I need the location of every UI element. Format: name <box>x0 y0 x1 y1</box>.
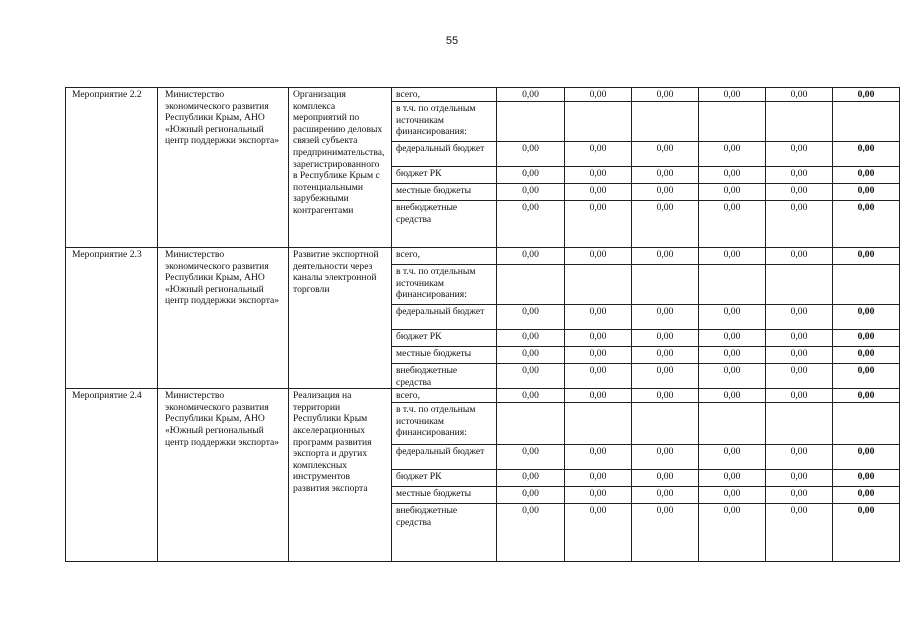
funding-amount <box>699 102 766 142</box>
funding-amount: 0,00 <box>833 330 900 347</box>
funding-amount: 0,00 <box>766 142 833 167</box>
funding-amount: 0,00 <box>565 88 632 102</box>
funding-amount: 0,00 <box>632 88 699 102</box>
funding-amount: 0,00 <box>699 184 766 201</box>
financing-table <box>65 87 900 562</box>
funding-amount: 0,00 <box>565 470 632 487</box>
funding-amount: 0,00 <box>766 389 833 403</box>
funding-amount: 0,00 <box>699 88 766 102</box>
funding-amount: 0,00 <box>565 347 632 364</box>
funding-amount: 0,00 <box>699 201 766 248</box>
funding-amount: 0,00 <box>766 445 833 470</box>
funding-source: всего, <box>392 88 497 102</box>
funding-amount: 0,00 <box>833 504 900 562</box>
funding-amount: 0,00 <box>833 201 900 248</box>
funding-amount: 0,00 <box>565 364 632 389</box>
funding-amount: 0,00 <box>766 504 833 562</box>
funding-amount: 0,00 <box>632 487 699 504</box>
funding-amount <box>632 265 699 305</box>
funding-amount: 0,00 <box>699 347 766 364</box>
table-row <box>66 389 900 403</box>
funding-amount: 0,00 <box>766 347 833 364</box>
funding-amount: 0,00 <box>833 184 900 201</box>
funding-amount: 0,00 <box>497 201 565 248</box>
funding-amount: 0,00 <box>632 167 699 184</box>
funding-amount <box>632 403 699 445</box>
funding-amount: 0,00 <box>497 504 565 562</box>
funding-amount: 0,00 <box>565 330 632 347</box>
funding-amount: 0,00 <box>766 330 833 347</box>
funding-amount: 0,00 <box>497 487 565 504</box>
funding-amount <box>632 102 699 142</box>
funding-amount: 0,00 <box>497 364 565 389</box>
funding-amount: 0,00 <box>699 389 766 403</box>
funding-amount: 0,00 <box>632 364 699 389</box>
funding-amount: 0,00 <box>699 142 766 167</box>
funding-amount: 0,00 <box>699 487 766 504</box>
measure-executor: Министерство экономического развития Республики Крым, АНО «Южный региональный центр поддержки экспорта» <box>158 88 289 248</box>
funding-amount: 0,00 <box>632 347 699 364</box>
funding-source: всего, <box>392 389 497 403</box>
funding-amount: 0,00 <box>632 201 699 248</box>
funding-source: бюджет РК <box>392 167 497 184</box>
funding-amount: 0,00 <box>497 330 565 347</box>
measure-content: Развитие экспортной деятельности через каналы электронной торговли <box>289 248 392 389</box>
funding-amount: 0,00 <box>632 142 699 167</box>
funding-amount: 0,00 <box>699 445 766 470</box>
funding-source: в т.ч. по отдельным источникам финансирования: <box>392 403 497 445</box>
measure-id: Мероприятие 2.3 <box>66 248 158 389</box>
funding-amount: 0,00 <box>497 305 565 330</box>
funding-amount: 0,00 <box>565 389 632 403</box>
funding-amount: 0,00 <box>766 184 833 201</box>
measure-id: Мероприятие 2.4 <box>66 389 158 562</box>
funding-amount: 0,00 <box>497 470 565 487</box>
funding-amount: 0,00 <box>497 88 565 102</box>
funding-source: внебюджетные средства <box>392 201 497 248</box>
funding-amount: 0,00 <box>565 305 632 330</box>
measure-executor: Министерство экономического развития Республики Крым, АНО «Южный региональный центр поддержки экспорта» <box>158 248 289 389</box>
funding-amount: 0,00 <box>699 305 766 330</box>
measure-content: Реализация на территории Республики Крым акселерационных программ развития экспорта и других комплексных инструментов развития экспорта <box>289 389 392 562</box>
funding-amount: 0,00 <box>833 305 900 330</box>
funding-amount <box>833 265 900 305</box>
funding-amount: 0,00 <box>565 248 632 265</box>
funding-amount: 0,00 <box>766 305 833 330</box>
funding-amount <box>766 403 833 445</box>
measure-executor: Министерство экономического развития Республики Крым, АНО «Южный региональный центр поддержки экспорта» <box>158 389 289 562</box>
funding-amount <box>699 403 766 445</box>
table-body <box>66 88 900 562</box>
funding-amount <box>833 102 900 142</box>
funding-amount: 0,00 <box>699 167 766 184</box>
funding-amount <box>766 102 833 142</box>
funding-amount <box>766 265 833 305</box>
funding-amount: 0,00 <box>699 330 766 347</box>
funding-amount: 0,00 <box>833 347 900 364</box>
funding-amount: 0,00 <box>632 330 699 347</box>
funding-amount: 0,00 <box>766 88 833 102</box>
funding-amount: 0,00 <box>766 470 833 487</box>
measure-id: Мероприятие 2.2 <box>66 88 158 248</box>
funding-amount: 0,00 <box>497 248 565 265</box>
funding-source: местные бюджеты <box>392 184 497 201</box>
funding-amount: 0,00 <box>833 389 900 403</box>
funding-amount: 0,00 <box>833 248 900 265</box>
funding-amount: 0,00 <box>766 167 833 184</box>
funding-amount: 0,00 <box>833 142 900 167</box>
funding-source: всего, <box>392 248 497 265</box>
funding-amount: 0,00 <box>833 487 900 504</box>
funding-amount: 0,00 <box>632 504 699 562</box>
funding-source: в т.ч. по отдельным источникам финансирования: <box>392 102 497 142</box>
funding-source: местные бюджеты <box>392 487 497 504</box>
funding-amount <box>699 265 766 305</box>
funding-amount: 0,00 <box>565 184 632 201</box>
funding-source: в т.ч. по отдельным источникам финансирования: <box>392 265 497 305</box>
funding-amount: 0,00 <box>766 364 833 389</box>
funding-amount <box>565 403 632 445</box>
funding-amount: 0,00 <box>833 364 900 389</box>
funding-amount: 0,00 <box>699 470 766 487</box>
funding-amount: 0,00 <box>565 504 632 562</box>
funding-amount: 0,00 <box>766 487 833 504</box>
funding-amount: 0,00 <box>632 184 699 201</box>
funding-amount: 0,00 <box>632 470 699 487</box>
funding-amount <box>833 403 900 445</box>
table-row <box>66 88 900 102</box>
funding-amount: 0,00 <box>497 142 565 167</box>
funding-amount: 0,00 <box>497 445 565 470</box>
funding-amount: 0,00 <box>699 364 766 389</box>
funding-source: федеральный бюджет <box>392 142 497 167</box>
page-number: 55 <box>445 35 459 47</box>
funding-amount: 0,00 <box>497 184 565 201</box>
funding-amount: 0,00 <box>833 88 900 102</box>
funding-amount: 0,00 <box>833 470 900 487</box>
funding-amount <box>497 265 565 305</box>
funding-amount: 0,00 <box>565 445 632 470</box>
funding-amount: 0,00 <box>833 167 900 184</box>
funding-amount: 0,00 <box>632 248 699 265</box>
funding-amount: 0,00 <box>632 445 699 470</box>
funding-amount: 0,00 <box>699 504 766 562</box>
measure-content: Организация комплекса мероприятий по расширению деловых связей субъекта предпринимательства, зарегистрированного в Республике Крым с потенциальными зарубежными контрагентами <box>289 88 392 248</box>
funding-source: бюджет РК <box>392 330 497 347</box>
funding-amount <box>497 403 565 445</box>
funding-amount: 0,00 <box>565 167 632 184</box>
funding-amount: 0,00 <box>565 487 632 504</box>
funding-amount <box>497 102 565 142</box>
funding-source: внебюджетные средства <box>392 364 497 389</box>
funding-source: местные бюджеты <box>392 347 497 364</box>
funding-amount: 0,00 <box>497 347 565 364</box>
funding-source: федеральный бюджет <box>392 305 497 330</box>
funding-amount: 0,00 <box>565 201 632 248</box>
funding-amount: 0,00 <box>497 389 565 403</box>
funding-amount: 0,00 <box>766 201 833 248</box>
funding-source: внебюджетные средства <box>392 504 497 562</box>
funding-source: бюджет РК <box>392 470 497 487</box>
table-row <box>66 248 900 265</box>
funding-source: федеральный бюджет <box>392 445 497 470</box>
funding-amount: 0,00 <box>565 142 632 167</box>
funding-amount: 0,00 <box>833 445 900 470</box>
funding-amount: 0,00 <box>632 389 699 403</box>
funding-amount <box>565 265 632 305</box>
funding-amount: 0,00 <box>497 167 565 184</box>
funding-amount <box>565 102 632 142</box>
funding-amount: 0,00 <box>632 305 699 330</box>
funding-amount: 0,00 <box>699 248 766 265</box>
funding-amount: 0,00 <box>766 248 833 265</box>
